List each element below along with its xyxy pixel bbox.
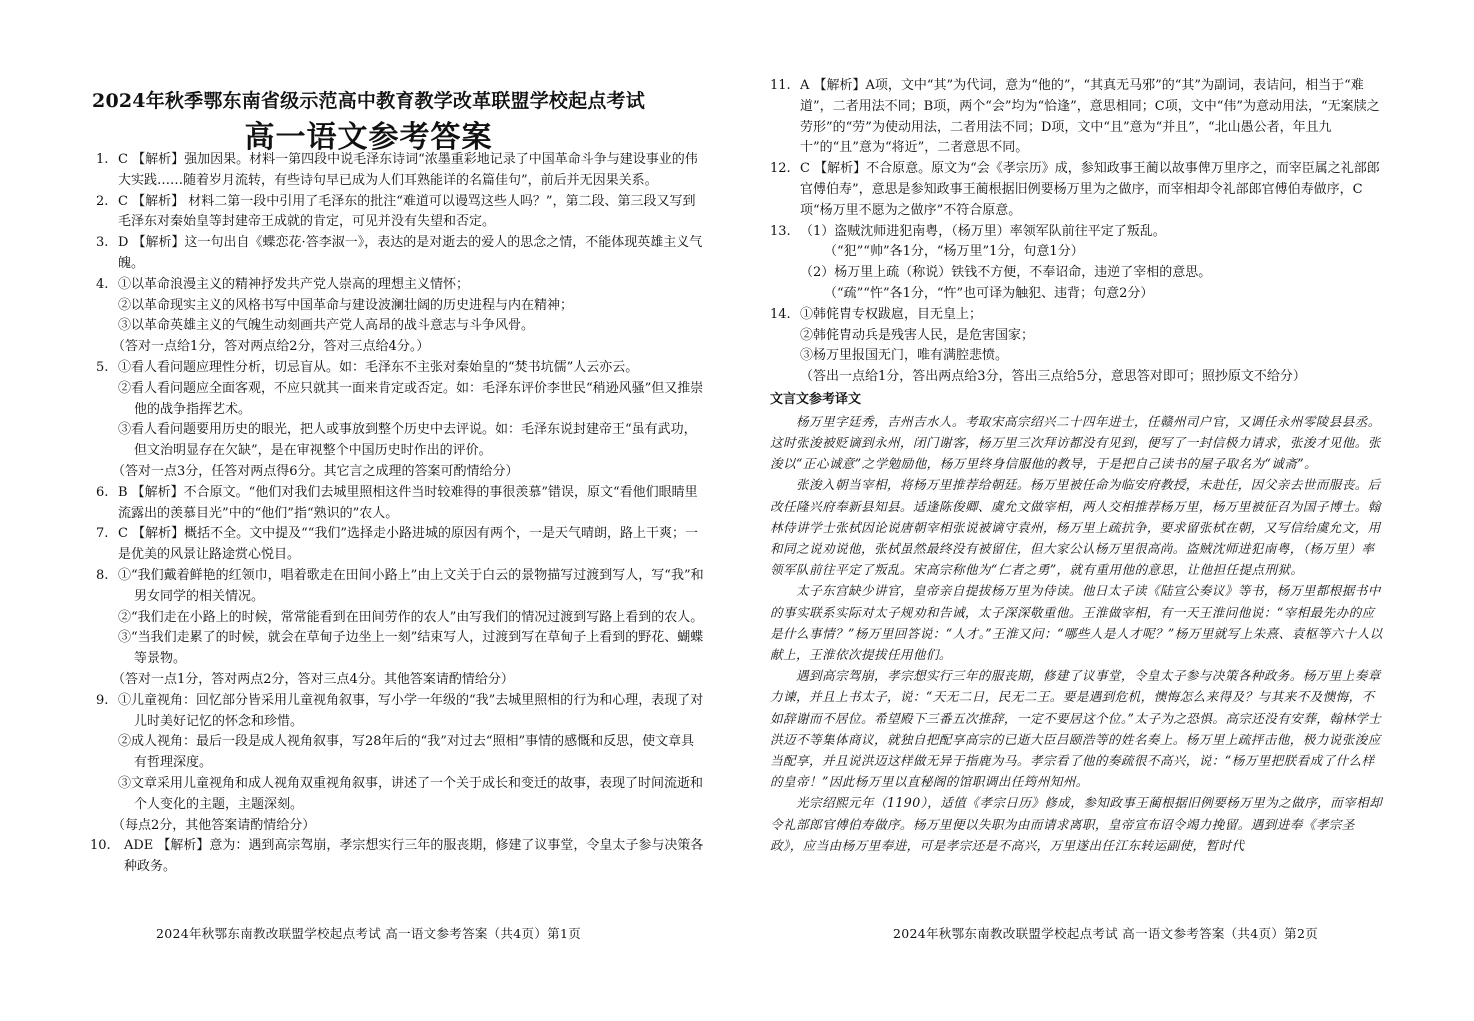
answer-point: ①儿童视角：回忆部分皆采用儿童视角叙事，写小学一年级的“我”去城里照相的行为和心理，表现了对儿时美好记忆的怀念和珍惜。 bbox=[118, 692, 704, 729]
answer-text: C 【解析】强加因果。材料一第四段中说毛泽东诗词“浓墨重彩地记录了中国革命斗争与建设事业的伟大实践……随着岁月流转，有些诗句早已成为人们耳熟能详的名篇佳句”，前后并无因果关系。 bbox=[118, 152, 698, 188]
answer-1 bbox=[96, 150, 706, 192]
answer-text: D 【解析】这一句出自《蝶恋花·答李淑一》，表达的是对逝去的爱人的思念之情，不能体现英雄主义气魄。 bbox=[118, 235, 703, 271]
answer-number: 5. bbox=[96, 359, 109, 375]
answer-point: ②看人看问题应全面客观，不应只就其一面来肯定或否定。如：毛泽东评价李世民“稍逊风骚”但又推崇他的战争指挥艺术。 bbox=[118, 380, 704, 417]
answer-number: 3. bbox=[96, 235, 109, 251]
answer-point: ①韩侂胄专权跋扈，目无皇上； bbox=[800, 306, 983, 322]
answer-14 bbox=[770, 305, 1385, 388]
answer-point: ③看人看问题要用历史的眼光，把人或事放到整个历史中去评说。如：毛泽东说封建帝王“虽有武功，但文治明显存在欠缺”，是在审视整个中国历史时作出的评价。 bbox=[118, 422, 697, 459]
answer-12 bbox=[770, 159, 1385, 221]
translation-paragraph: 太子东宫缺少讲官，皇帝亲自提拔杨万里为侍读。他日太子读《陆宣公奏议》等书，杨万里都根据书中的事实联系实际对太子规劝和告诫，太子深深敬重他。王淮做宰相，有一天王淮问他说：“宰相最先办的应是什么事情？”杨万里回答说：“人才。”王淮又问：“哪些人是人才呢？”杨万里就写上朱熹、袁枢等六十人以献上，王淮依次提拔任用他们。 bbox=[770, 583, 1383, 662]
answer-text: A 【解析】A项，文中“其”为代词，意为“他的”，“其真无马邪”的“其”为副词，表诘问，相当于“难道”，二者用法不同；B项，两个“会”均为“恰逢”，意思相同；C项，文中“伟”为意动用法，“无案牍之劳形”的“劳”为使动用法，二者用法不同；D项，文中“且”意为“并且”，“北山愚公者，年且九十”的“且”意为“将近”，二者意思不同。 bbox=[800, 78, 1380, 156]
answer-point: ②“我们走在小路上的时候，常常能看到在田间劳作的农人”由写我们的情况过渡到写路上看到的农人。 bbox=[118, 609, 704, 625]
answer-title: 高一语文参考答案 bbox=[244, 120, 493, 155]
scoring-note: （“疏”“忤”各1分，“忤”也可译为触犯、违背；句意2分） bbox=[824, 285, 1154, 301]
answer-point: ③以革命英雄主义的气魄生动刻画共产党人高昂的战斗意志与斗争风骨。 bbox=[118, 318, 535, 334]
answer-9 bbox=[96, 691, 706, 837]
answers-left bbox=[90, 150, 706, 878]
translation-paragraph: 遇到高宗驾崩，孝宗想实行三年的服丧期，修建了议事堂，令皇太子参与决策各种政务。杨万里上奏章力谏，并且上书太子，说：“天无二日，民无二王。要是遇到危机，懊悔怎么来得及？与其来不及懊悔，不如辞谢而不居位。希望殿下三番五次推辞，一定不要居这个位。”太子为之恐惧。高宗还没有安葬，翰林学士洪迈不等集体商议，就独自把配享高宗的已逝大臣吕颐浩等的姓名奏上。杨万里上疏抨击他，极力说张浚应当配享，并且说洪迈这样做无异于指鹿为马。孝宗看了他的奏疏很不高兴，说：“杨万里把朕看成了什么样的皇帝！”因此杨万里以直秘阁的馆职调出任筠州知州。 bbox=[770, 668, 1382, 790]
translation-paragraph: 杨万里字廷秀，吉州吉水人。考取宋高宗绍兴二十四年进士，任赣州司户官，又调任永州零陵县县丞。这时张浚被贬谪到永州，闭门谢客，杨万里三次拜访都没有见到，便写了一封信极力请求，张浚才见他。张浚以“正心诚意”之学勉励他，杨万里终身信服他的教导，于是把自己读书的屋子取名为“诚斋”。 bbox=[770, 413, 1381, 472]
scoring-note: （答对一点3分，任答对两点得6分。其它言之成理的答案可酌情给分） bbox=[112, 463, 519, 479]
answer-point: ①看人看问题应理性分析，切忌盲从。如：毛泽东不主张对秦始皇的“焚书坑儒”人云亦云。 bbox=[118, 359, 639, 375]
answer-13 bbox=[770, 222, 1385, 305]
answer-6 bbox=[96, 483, 706, 525]
answer-number: 2. bbox=[96, 193, 109, 209]
answer-text: B 【解析】不合原文。“他们对我们去城里照相这件当时较难得的事很羡慕”错误，原文“看他们眼睛里流露出的羡慕目光”中的“他们”指“熟识的”农人。 bbox=[118, 484, 698, 521]
answer-point: ②成人视角：最后一段是成人视角叙事，写28年后的“我”对过去“照相”事情的感慨和反思，使文章具有哲理深度。 bbox=[118, 734, 695, 771]
answer-11 bbox=[770, 76, 1385, 159]
answer-point: ③“当我们走累了的时候，就会在草甸子边坐上一刻”结束写人，过渡到写在草甸子上看到的野花、蝴蝶等景物。 bbox=[118, 630, 704, 667]
answer-number: 8. bbox=[96, 567, 109, 583]
answer-number: 12. bbox=[770, 161, 791, 177]
answer-point: ③文章采用儿童视角和成人视角双重视角叙事，讲述了一个关于成长和变迁的故事，表现了时间流逝和个人变化的主题，主题深刻。 bbox=[118, 775, 704, 812]
answer-7 bbox=[96, 524, 706, 566]
answer-number: 13. bbox=[770, 223, 791, 239]
answer-point: ③杨万里报国无门，唯有满腔悲愤。 bbox=[800, 348, 1009, 364]
answer-number: 4. bbox=[96, 276, 109, 292]
answer-number: 9. bbox=[96, 692, 109, 708]
answer-8 bbox=[96, 566, 706, 691]
answer-3 bbox=[96, 233, 706, 275]
answer-text: C 【解析】概括不全。文中提及““我们”选择走小路进城的原因有两个，一是天气晴朗，路上干爽；一是优美的风景让路途赏心悦目。 bbox=[118, 526, 699, 563]
page-footer: 2024年秋鄂东南教改联盟学校起点考试 高一语文参考答案（共4页）第2页 bbox=[893, 926, 1318, 941]
answer-point: ①以革命浪漫主义的精神抒发共产党人崇高的理想主义情怀； bbox=[118, 276, 470, 292]
scoring-note: （答对一点1分，答对两点2分，答对三点4分。其他答案请酌情给分） bbox=[112, 671, 514, 687]
answer-number: 10. bbox=[90, 838, 111, 854]
answer-point: ①“我们戴着鲜艳的红领巾，唱着歌走在田间小路上”由上文关于白云的景物描写过渡到写人，写“我”和男女同学的相关情况。 bbox=[118, 567, 704, 604]
page-footer: 2024年秋鄂东南教改联盟学校起点考试 高一语文参考答案（共4页）第1页 bbox=[156, 926, 581, 941]
answer-4 bbox=[96, 275, 706, 358]
translation-paragraph: 光宗绍熙元年（1190），适值《孝宗日历》修成，参知政事王蔺根据旧例要杨万里为之做序，而宰相却令礼部郎官傅伯寿做序。杨万里便以失职为由而请求离职，皇帝宣布诏令竭力挽留。遇到进奉《孝宗圣政》，应当由杨万里奉进，可是孝宗还是不高兴，万里遂出任江东转运副使，暂时代 bbox=[770, 795, 1383, 853]
answer-5 bbox=[96, 358, 706, 483]
answer-point: ②以革命现实主义的风格书写中国革命与建设波澜壮阔的历史进程与内在精神； bbox=[118, 297, 574, 313]
answer-2 bbox=[96, 192, 706, 234]
scoring-note: （答对一点给1分，答对两点给2分，答对三点给4分。） bbox=[112, 339, 430, 355]
answer-text: C 【解析】不合原意。原文为“会《孝宗历》成，参知政事王蔺以故事俾万里序之，而宰臣属之礼部郎官傅伯寿”，意思是参知政事王蔺根据旧例要杨万里为之做序，而宰相却令礼部郎官傅伯寿做序，C项“杨万里不愿为之做序”不符合原意。 bbox=[800, 161, 1380, 218]
answer-text: C 【解析】 材料二第一段中引用了毛泽东的批注“难道可以谩骂这些人吗？”，第二段、第三段又写到毛泽东对秦始皇等封建帝王成就的肯定，可见并没有失望和否定。 bbox=[118, 193, 696, 230]
scoring-note: （每点2分，其他答案请酌情给分） bbox=[112, 817, 316, 833]
answer-number: 6. bbox=[96, 484, 109, 500]
page-2 bbox=[737, 0, 1474, 1021]
answer-number: 1. bbox=[96, 152, 109, 167]
answer-10 bbox=[90, 836, 706, 878]
translation-heading: 文言文参考译文 bbox=[770, 391, 862, 407]
answer-number: 11. bbox=[770, 78, 791, 93]
answer-number: 7. bbox=[96, 526, 109, 542]
translation-1: （1）盗贼沈师进犯南粤，（杨万里）率领军队前往平定了叛乱。 bbox=[800, 223, 1166, 239]
translation-paragraph: 张浚入朝当宰相，将杨万里推荐给朝廷。杨万里被任命为临安府教授，未赴任，因父亲去世而服丧。后改任隆兴府奉新县知县。适逢陈俊卿、虞允文做宰相，两人交相推荐杨万里，杨万里被征召为国子博士。翰林侍讲学士张栻因论说唐朝宰相张说被谪守袁州，杨万里上疏抗争，要求留张栻在朝，又写信给虞允文，用和同之说劝说他，张栻虽然最终没有被留住，但大家公认杨万里很高尚。盗贼沈师进犯南粤，（杨万里）率领军队前往平定了叛乱。宋高宗称他为“仁者之勇”，就有重用他的意思，让他担任提点刑狱。 bbox=[770, 477, 1381, 578]
scoring-note: （答出一点给1分，答出两点给3分，答出三点给5分，意思答对即可；照抄原文不给分） bbox=[800, 369, 1306, 385]
answer-text: ADE 【解析】意为：遇到高宗驾崩，孝宗想实行三年的服丧期，修建了议事堂，令皇太子参与决策各种政务。 bbox=[124, 838, 704, 875]
answers-right bbox=[770, 76, 1385, 856]
translation-2: （2）杨万里上疏（称说）铁钱不方便，不奉诏命，违逆了宰相的意思。 bbox=[800, 265, 1212, 281]
answer-point: ②韩侂胄动兵是残害人民，是危害国家； bbox=[800, 327, 1035, 343]
scoring-note: （“犯”“帅”各1分，“杨万里”1分，句意1分） bbox=[824, 244, 1084, 260]
answer-number: 14. bbox=[770, 306, 791, 322]
exam-title: 2024年秋季鄂东南省级示范高中教育教学改革联盟学校起点考试 bbox=[92, 90, 645, 112]
